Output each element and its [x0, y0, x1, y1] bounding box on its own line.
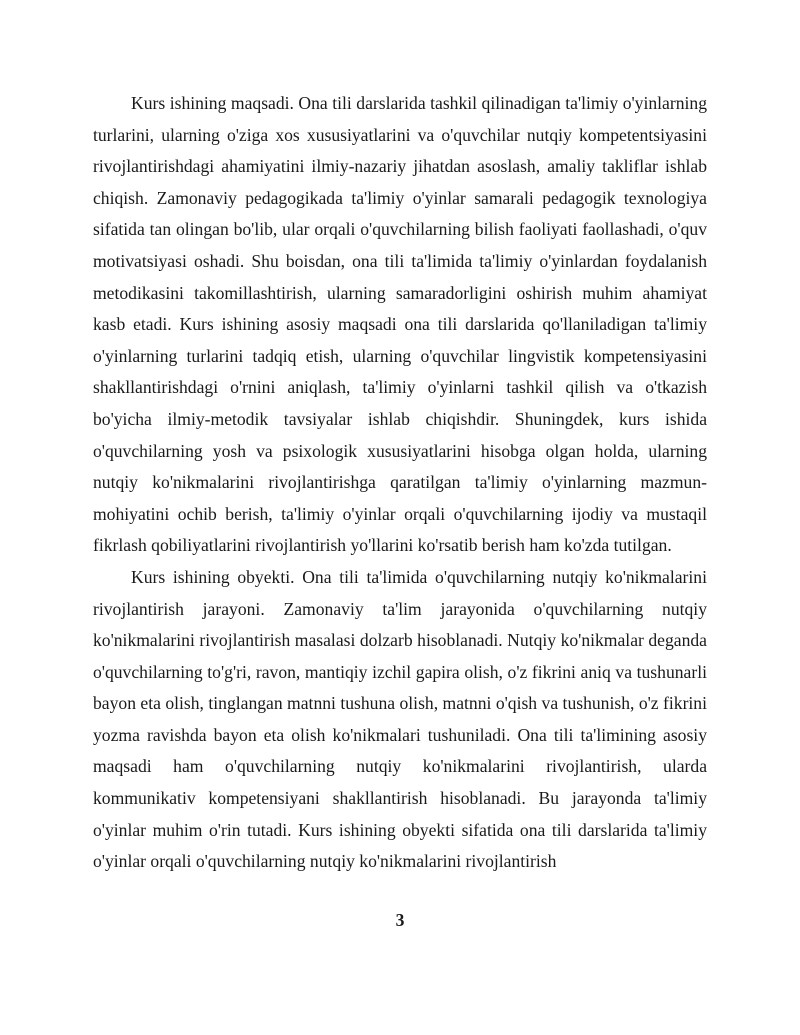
- paragraph-goal: Kurs ishining maqsadi. Ona tili darslarida tashkil qilinadigan ta'limiy o'yinlarning turlarini, ularning o'ziga xos xususiyatlarini va o'quvchilar nutqiy kompetentsiyasini rivojlantirishdagi ahamiyatini ilmiy-nazariy jihatdan asoslash, amaliy takliflar ishlab chiqish. Zamonaviy pedagogikada ta'limiy o'yinlar samarali pedagogik texnologiya sifatida tan olingan bo'lib, ular orqali o'quvchilarning bilish faoliyati faollashadi, o'quv motivatsiyasi oshadi. Shu boisdan, ona tili ta'limida ta'limiy o'yinlardan foydalanish metodikasini takomillashtirish, ularning samaradorligini oshirish muhim ahamiyat kasb etadi. Kurs ishining asosiy maqsadi ona tili darslarida qo'llaniladigan ta'limiy o'yinlarning turlarini tadqiq etish, ularning o'quvchilar lingvistik kompetensiyasini shakllantirishdagi o'rnini aniqlash, ta'limiy o'yinlarni tashkil qilish va o'tkazish bo'yicha ilmiy-metodik tavsiyalar ishlab chiqishdir. Shuningdek, kurs ishida o'quvchilarning yosh va psixologik xususiyatlarini hisobga olgan holda, ularning nutqiy ko'nikmalarini rivojlantirishga qaratilgan ta'limiy o'yinlarning mazmun-mohiyatini ochib berish, ta'limiy o'yinlar orqali o'quvchilarning ijodiy va mustaqil fikrlash qobiliyatlarini rivojlantirish yo'llarini ko'rsatib berish ham ko'zda tutilgan.: [93, 93, 707, 556]
- page-number: 3: [395, 910, 405, 930]
- document-body: [93, 88, 707, 878]
- paragraph-object: Kurs ishining obyekti. Ona tili ta'limida o'quvchilarning nutqiy ko'nikmalarini rivojlantirish jarayoni. Zamonaviy ta'lim jarayonida o'quvchilarning nutqiy ko'nikmalarini rivojlantirish masalasi dolzarb hisoblanadi. Nutqiy ko'nikmalar deganda o'quvchilarning to'g'ri, ravon, mantiqiy izchil gapira olish, o'z fikrini aniq va tushunarli bayon eta olish, tinglangan matnni tushuna olish, matnni o'qish va tushunish, o'z fikrini yozma ravishda bayon eta olish ko'nikmalari tushuniladi. Ona tili ta'limining asosiy maqsadi ham o'quvchilarning nutqiy ko'nikmalarini rivojlantirish, ularda kommunikativ kompetensiyani shakllantirish hisoblanadi. Bu jarayonda ta'limiy o'yinlar muhim o'rin tutadi. Kurs ishining obyekti sifatida ona tili darslarida ta'limiy o'yinlar orqali o'quvchilarning nutqiy ko'nikmalarini rivojlantirish: [93, 566, 707, 872]
